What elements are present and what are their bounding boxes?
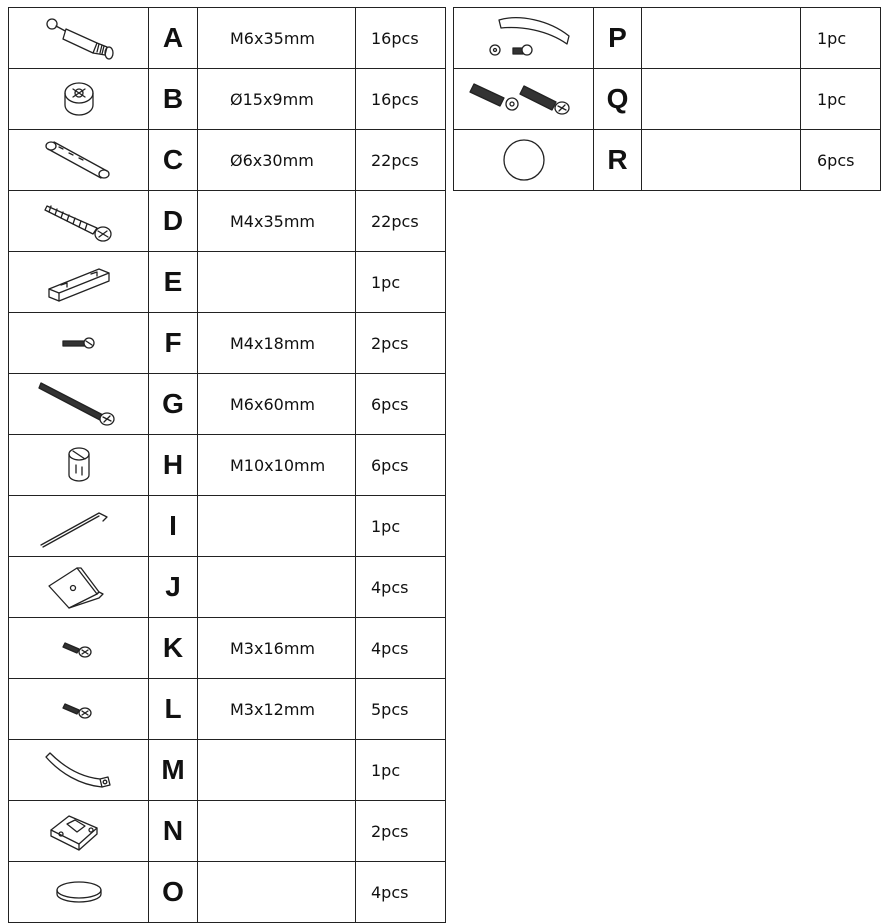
part-letter: H xyxy=(149,435,198,496)
part-quantity: 2pcs xyxy=(356,801,446,862)
curved-clip-icon xyxy=(9,740,149,801)
parts-table-right xyxy=(453,7,881,191)
part-size: M6x60mm xyxy=(198,374,356,435)
part-row xyxy=(9,69,446,130)
part-letter: M xyxy=(149,740,198,801)
part-size xyxy=(198,862,356,923)
small-screw-icon xyxy=(9,679,149,740)
part-quantity: 1pc xyxy=(801,69,881,130)
part-row xyxy=(454,130,881,191)
part-quantity: 6pcs xyxy=(356,374,446,435)
part-row xyxy=(9,191,446,252)
part-size xyxy=(642,130,801,191)
part-size xyxy=(198,496,356,557)
part-row xyxy=(9,130,446,191)
part-size: M10x10mm xyxy=(198,435,356,496)
parts-table-left xyxy=(8,7,446,923)
part-letter: O xyxy=(149,862,198,923)
part-quantity: 22pcs xyxy=(356,191,446,252)
part-letter: B xyxy=(149,69,198,130)
part-size xyxy=(642,69,801,130)
part-letter: J xyxy=(149,557,198,618)
part-letter: N xyxy=(149,801,198,862)
part-size xyxy=(198,740,356,801)
part-size: M4x18mm xyxy=(198,313,356,374)
part-size xyxy=(198,557,356,618)
part-row xyxy=(9,496,446,557)
part-letter: R xyxy=(594,130,642,191)
part-row xyxy=(9,8,446,69)
part-row xyxy=(9,862,446,923)
cam-lock-icon xyxy=(9,69,149,130)
part-quantity: 1pc xyxy=(356,740,446,801)
shelf-support-icon xyxy=(9,801,149,862)
part-size: M3x12mm xyxy=(198,679,356,740)
felt-pad-icon xyxy=(9,862,149,923)
part-row xyxy=(9,374,446,435)
part-quantity: 1pc xyxy=(801,8,881,69)
short-screw-icon xyxy=(9,313,149,374)
long-bolt-icon xyxy=(9,374,149,435)
cam-bolt-icon xyxy=(9,8,149,69)
part-row xyxy=(9,740,446,801)
part-row xyxy=(9,557,446,618)
part-row xyxy=(9,313,446,374)
corner-block-icon xyxy=(9,557,149,618)
barrel-nut-icon xyxy=(9,435,149,496)
part-letter: E xyxy=(149,252,198,313)
part-letter: G xyxy=(149,374,198,435)
allen-key-icon xyxy=(9,496,149,557)
part-size: Ø6x30mm xyxy=(198,130,356,191)
part-quantity: 22pcs xyxy=(356,130,446,191)
part-size: Ø15x9mm xyxy=(198,69,356,130)
part-letter: D xyxy=(149,191,198,252)
part-quantity: 16pcs xyxy=(356,69,446,130)
part-letter: L xyxy=(149,679,198,740)
bracket-bar-icon xyxy=(9,252,149,313)
part-row xyxy=(9,435,446,496)
wall-strap-icon xyxy=(454,8,594,69)
part-letter: I xyxy=(149,496,198,557)
part-quantity: 1pc xyxy=(356,252,446,313)
part-letter: P xyxy=(594,8,642,69)
part-letter: Q xyxy=(594,69,642,130)
part-quantity: 4pcs xyxy=(356,618,446,679)
part-letter: C xyxy=(149,130,198,191)
small-screw-icon xyxy=(9,618,149,679)
part-quantity: 5pcs xyxy=(356,679,446,740)
part-quantity: 16pcs xyxy=(356,8,446,69)
part-letter: A xyxy=(149,8,198,69)
part-row xyxy=(9,252,446,313)
part-quantity: 6pcs xyxy=(356,435,446,496)
part-size xyxy=(198,801,356,862)
part-row xyxy=(9,679,446,740)
part-size xyxy=(642,8,801,69)
part-row xyxy=(454,8,881,69)
part-size: M6x35mm xyxy=(198,8,356,69)
part-quantity: 4pcs xyxy=(356,862,446,923)
part-row xyxy=(9,618,446,679)
wood-screw-icon xyxy=(9,191,149,252)
part-quantity: 4pcs xyxy=(356,557,446,618)
part-quantity: 2pcs xyxy=(356,313,446,374)
part-size: M4x35mm xyxy=(198,191,356,252)
wall-anchor-icon xyxy=(454,69,594,130)
part-row xyxy=(9,801,446,862)
part-size xyxy=(198,252,356,313)
part-row xyxy=(454,69,881,130)
part-quantity: 1pc xyxy=(356,496,446,557)
cover-cap-icon xyxy=(454,130,594,191)
part-quantity: 6pcs xyxy=(801,130,881,191)
part-size: M3x16mm xyxy=(198,618,356,679)
part-letter: F xyxy=(149,313,198,374)
part-letter: K xyxy=(149,618,198,679)
wooden-dowel-icon xyxy=(9,130,149,191)
